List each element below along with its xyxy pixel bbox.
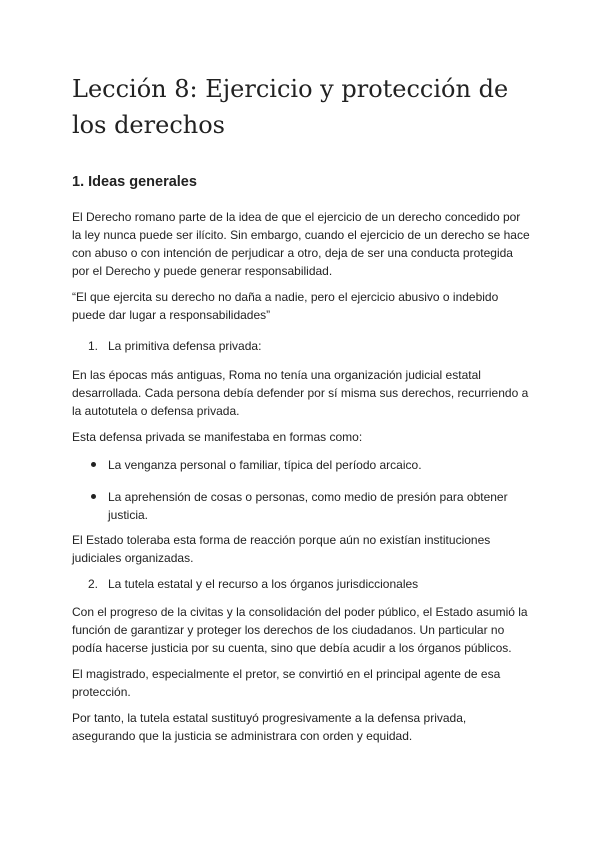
section-heading: 1. Ideas generales — [72, 174, 197, 190]
numbered-marker-2: 2. — [88, 577, 99, 591]
bullet-item-1: La venganza personal o familiar, típica del período arcaico. — [108, 458, 422, 472]
paragraph-progreso: Con el progreso de la civitas y la consolidación del poder público, el Estado asumió la función de garantizar y proteger los derechos de los ciudadanos. Un particular no podía hacerse justicia por su cuenta, sino que debía acudir a los órganos públicos. — [72, 605, 528, 655]
bullet-item-2: La aprehensión de cosas o personas, como medio de presión para obtener justicia. — [108, 490, 508, 522]
paragraph-formas: Esta defensa privada se manifestaba en formas como: — [72, 430, 363, 444]
numbered-marker-1: 1. — [88, 339, 99, 353]
numbered-item-2: La tutela estatal y el recurso a los órganos jurisdiccionales — [108, 577, 419, 591]
paragraph-magistrado: El magistrado, especialmente el pretor, se convirtió en el principal agente de esa protección. — [72, 667, 501, 699]
paragraph-estado: El Estado toleraba esta forma de reacción porque aún no existían instituciones judiciales organizadas. — [72, 533, 491, 565]
paragraph-portanto: Por tanto, la tutela estatal sustituyó progresivamente a la defensa privada, asegurando que la justicia se administrara con orden y equidad. — [72, 711, 467, 743]
paragraph-epocas: En las épocas más antiguas, Roma no tenía una organización judicial estatal desarrollada. Cada persona debía defender por sí misma sus derechos, recurriendo a la autotutela o defensa privada. — [72, 368, 529, 418]
intro-paragraph: El Derecho romano parte de la idea de que el ejercicio de un derecho concedido por la ley nunca puede ser ilícito. Sin embargo, cuando el ejercicio de un derecho se hace con abuso o con intención de perjudicar a otro, deja de ser una conducta protegida por el Derecho y puede generar responsabilidad. — [72, 210, 530, 278]
numbered-item-1: La primitiva defensa privada: — [108, 339, 262, 353]
quote-paragraph: “El que ejercita su derecho no daña a nadie, pero el ejercicio abusivo o indebido puede dar lugar a responsabilidades” — [72, 290, 499, 322]
bullet-dot-2 — [91, 494, 96, 499]
page-title: Lección 8: Ejercicio y protección de los derechos — [72, 75, 509, 139]
bullet-dot-1 — [91, 462, 96, 467]
